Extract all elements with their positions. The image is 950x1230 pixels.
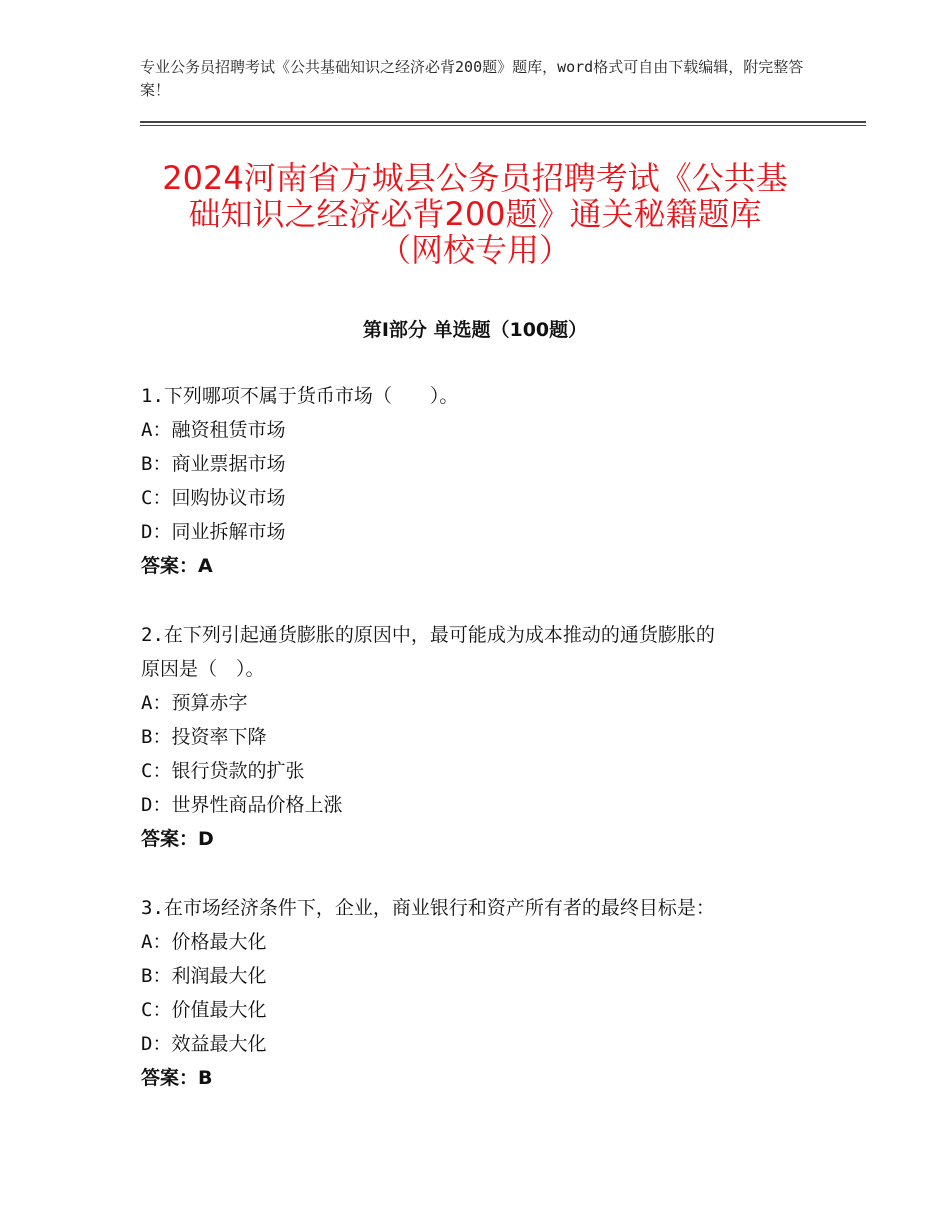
question-stem-line-2: 原因是（ ）。 bbox=[141, 658, 265, 680]
option-b: B：利润最大化 bbox=[141, 965, 267, 987]
question-1 bbox=[141, 379, 821, 583]
option-c: C：银行贷款的扩张 bbox=[141, 760, 305, 782]
option-b: B：商业票据市场 bbox=[141, 453, 286, 475]
option-a: A：预算赤字 bbox=[141, 692, 248, 714]
option-a: A：融资租赁市场 bbox=[141, 419, 286, 441]
header-divider-thick bbox=[140, 121, 866, 123]
option-d: D：同业拆解市场 bbox=[141, 521, 286, 543]
section-heading: 第Ⅰ部分 单选题（100题） bbox=[362, 319, 588, 341]
answer: 答案：D bbox=[141, 828, 214, 850]
header-note: 专业公务员招聘考试《公共基础知识之经济必背200题》题库，word格式可自由下载编辑，附完整答案！ bbox=[140, 58, 804, 99]
title-line-1: 2024河南省方城县公务员招聘考试《公共基 bbox=[162, 159, 788, 197]
answer: 答案：A bbox=[141, 555, 213, 577]
title-line-2: 础知识之经济必背200题》通关秘籍题库 bbox=[188, 195, 762, 233]
option-b: B：投资率下降 bbox=[141, 726, 267, 748]
option-c: C：回购协议市场 bbox=[141, 487, 286, 509]
option-a: A：价格最大化 bbox=[141, 931, 267, 953]
question-stem: 1.下列哪项不属于货币市场（ ）。 bbox=[141, 385, 459, 407]
option-d: D：世界性商品价格上涨 bbox=[141, 794, 343, 816]
document-title bbox=[120, 160, 830, 268]
question-stem-line-1: 2.在下列引起通货膨胀的原因中，最可能成为成本推动的通货膨胀的 bbox=[141, 624, 715, 646]
option-d: D：效益最大化 bbox=[141, 1033, 267, 1055]
answer: 答案：B bbox=[141, 1067, 213, 1089]
question-3 bbox=[141, 891, 821, 1095]
option-c: C：价值最大化 bbox=[141, 999, 267, 1021]
title-line-3: （网校专用） bbox=[378, 231, 571, 269]
question-2 bbox=[141, 618, 821, 856]
header-divider-thin bbox=[140, 125, 866, 126]
question-stem: 3.在市场经济条件下，企业，商业银行和资产所有者的最终目标是： bbox=[141, 897, 715, 919]
